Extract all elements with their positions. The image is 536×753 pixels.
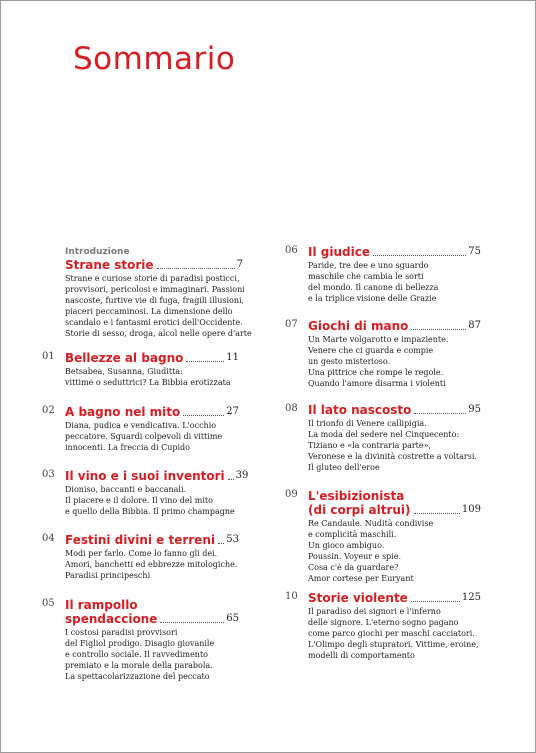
desc-line: vittime o seduttrici? La Bibbia erotizzata <box>65 378 231 387</box>
desc-line: Strane e curiose storie di paradisi posticci, <box>65 274 240 283</box>
desc-line: e quello della Bibbia. Il primo champagne <box>65 507 235 516</box>
entry-heading[interactable] <box>65 405 239 419</box>
desc-line: Venere che ci guarda e compie <box>308 346 434 355</box>
entry-eyebrow: Introduzione <box>65 247 130 257</box>
desc-line: Storie di sesso, droga, alcol nelle opere d'arte <box>65 329 252 338</box>
entry-page-number: 125 <box>461 592 481 603</box>
entry-page-number: 87 <box>468 320 481 331</box>
entry-number: 05 <box>42 598 55 609</box>
entry-title: Giochi di mano <box>308 319 409 333</box>
toc-entry-05 <box>42 598 239 682</box>
entry-page-number: 95 <box>468 404 481 415</box>
entry-number: 08 <box>285 403 298 414</box>
desc-line: Il paradiso dei signori e l'inferno <box>308 607 441 616</box>
entry-page-number: 7 <box>236 259 243 270</box>
dot-leader <box>157 268 235 269</box>
desc-line: Il piacere e il dolore. Il vino del mito <box>65 496 213 505</box>
toc-entry-intro <box>65 247 252 339</box>
desc-line: Cosa c'è da guardare? <box>308 563 399 572</box>
desc-line: come parco giochi per maschi cacciatori. <box>308 629 475 638</box>
desc-line: Un Marte volgarotto e impaziente. <box>308 335 449 344</box>
entry-heading[interactable] <box>65 533 239 547</box>
entry-heading[interactable] <box>308 503 481 517</box>
dot-leader <box>414 413 466 414</box>
entry-title: Strane storie <box>65 258 154 272</box>
desc-line: maschile che cambia le sorti <box>308 272 424 281</box>
entry-title: Festini divini e terreni <box>65 533 215 547</box>
desc-line: Re Candaule. Nudità condivise <box>308 519 434 528</box>
desc-line: Amor cortese per Euryant <box>308 574 414 583</box>
entry-description <box>65 627 239 682</box>
entry-description <box>65 366 239 388</box>
entry-number: 10 <box>285 591 298 602</box>
dot-leader <box>414 513 460 514</box>
desc-line: Amori, banchetti ed ebbrezze mitologiche. <box>65 560 238 569</box>
entry-heading[interactable] <box>65 469 249 483</box>
desc-line: Paride, tre dee e uno sguardo <box>308 261 429 270</box>
desc-line: un gesto misterioso. <box>308 357 391 366</box>
desc-line: delle signore. L'eterno sogno pagano <box>308 618 459 627</box>
entry-description <box>308 334 481 389</box>
entry-page-number: 39 <box>235 470 249 481</box>
entry-number: 09 <box>285 489 298 500</box>
entry-description <box>308 260 481 304</box>
desc-line: Il gluteo dell'eroe <box>308 463 380 472</box>
dot-leader <box>183 415 224 416</box>
entry-description <box>308 606 481 661</box>
entry-description <box>308 518 481 584</box>
entry-heading[interactable] <box>65 351 239 365</box>
desc-line: premiato e la morale della parabola. <box>65 661 213 670</box>
entry-number: 03 <box>42 469 55 480</box>
dot-leader <box>228 479 234 480</box>
desc-line: e la triplice visione delle Grazie <box>308 294 437 303</box>
entry-title[interactable]: Il rampollo <box>65 598 138 612</box>
desc-line: e complicità maschili. <box>308 530 397 539</box>
desc-line: Paradisi principeschi <box>65 571 151 580</box>
dot-leader <box>218 543 224 544</box>
desc-line: modelli di comportamento <box>308 651 415 660</box>
toc-entry-10 <box>285 591 481 661</box>
entry-title: A bagno nel mito <box>65 405 181 419</box>
entry-number: 01 <box>42 351 55 362</box>
entry-title[interactable]: L'esibizionista <box>308 489 405 503</box>
desc-line: innocenti. La freccia di Cupido <box>65 443 190 452</box>
desc-line: del Figliol prodigo. Disagio giovanile <box>65 639 215 648</box>
entry-heading[interactable] <box>308 403 481 417</box>
entry-heading[interactable] <box>65 612 239 626</box>
desc-line: Una pittrice che rompe le regole. <box>308 368 444 377</box>
entry-heading[interactable] <box>65 258 243 272</box>
toc-entry-08 <box>285 403 481 473</box>
entry-number: 06 <box>285 245 298 256</box>
entry-description <box>65 420 239 453</box>
toc-entry-09 <box>285 489 481 584</box>
desc-line: La moda del sedere nel Cinquecento: <box>308 430 460 439</box>
dot-leader <box>160 622 224 623</box>
desc-line: Modi per farlo. Come lo fanno gli dei. <box>65 549 218 558</box>
desc-line: nascoste, furtive vie di fuga, fragili illusioni, <box>65 296 245 305</box>
desc-line: del mondo. Il canone di bellezza <box>308 283 439 292</box>
entry-number: 04 <box>42 533 55 544</box>
entry-title-line2: spendaccione <box>65 612 158 626</box>
entry-page-number: 109 <box>461 504 481 515</box>
entry-heading[interactable] <box>308 591 481 605</box>
entry-heading[interactable] <box>308 245 481 259</box>
desc-line: piaceri peccaminosi. La dimensione dello <box>65 307 233 316</box>
entry-page-number: 53 <box>226 534 239 545</box>
toc-entry-01 <box>42 351 239 388</box>
entry-page-number: 27 <box>226 406 239 417</box>
desc-line: peccatore. Sguardi colpevoli di vittime <box>65 432 223 441</box>
entry-page-number: 65 <box>226 613 239 624</box>
dot-leader <box>186 361 224 362</box>
desc-line: Il trionfo di Venere callipigia. <box>308 419 427 428</box>
dot-leader <box>411 329 466 330</box>
desc-line: e controllo sociale. Il ravvedimento <box>65 650 208 659</box>
toc-entry-06 <box>285 245 481 304</box>
toc-entry-02 <box>42 405 239 453</box>
desc-line: provvisori, pericolosi e immaginari. Passioni <box>65 285 245 294</box>
entry-title: Storie violente <box>308 591 408 605</box>
dot-leader <box>373 255 466 256</box>
entry-description <box>65 273 252 339</box>
toc-entry-07 <box>285 319 481 389</box>
desc-line: I costosi paradisi provvisori <box>65 628 178 637</box>
desc-line: Un gioco ambiguo. <box>308 541 385 550</box>
toc-entry-03 <box>42 469 249 517</box>
desc-line: La spettacolarizzazione del peccato <box>65 672 210 681</box>
entry-number: 02 <box>42 405 55 416</box>
entry-title: Il vino e i suoi inventori <box>65 469 225 483</box>
entry-description <box>308 418 481 473</box>
entry-page-number: 11 <box>226 352 239 363</box>
desc-line: Betsabea, Susanna, Giuditta: <box>65 367 183 376</box>
desc-line: Veronese e la divinità costrette a voltarsi. <box>308 452 477 461</box>
desc-line: Poussin. Voyeur e spie. <box>308 552 402 561</box>
entry-description <box>65 484 239 517</box>
entry-description <box>65 548 239 581</box>
entry-page-number: 75 <box>468 246 481 257</box>
page-title: Sommario <box>73 41 236 77</box>
dot-leader <box>411 601 460 602</box>
desc-line: L'Olimpo degli stupratori. Vittime, eroine, <box>308 640 479 649</box>
entry-number: 07 <box>285 319 298 330</box>
desc-line: scandalo e i fantasmi erotici dell'Occidente. <box>65 318 243 327</box>
entry-heading[interactable] <box>308 319 481 333</box>
toc-entry-04 <box>42 533 239 581</box>
entry-title-line2: (di corpi altrui) <box>308 503 411 517</box>
desc-line: Diana, pudica e vendicativa. L'occhio <box>65 421 217 430</box>
desc-line: Quando l'amore disarma i violenti <box>308 379 446 388</box>
desc-line: Tiziano e «la contraria parte», <box>308 441 432 450</box>
entry-title: Il lato nascosto <box>308 403 412 417</box>
desc-line: Dioniso, baccanti e baccanali. <box>65 485 187 494</box>
entry-title: Il giudice <box>308 245 370 259</box>
entry-title: Bellezze al bagno <box>65 351 184 365</box>
